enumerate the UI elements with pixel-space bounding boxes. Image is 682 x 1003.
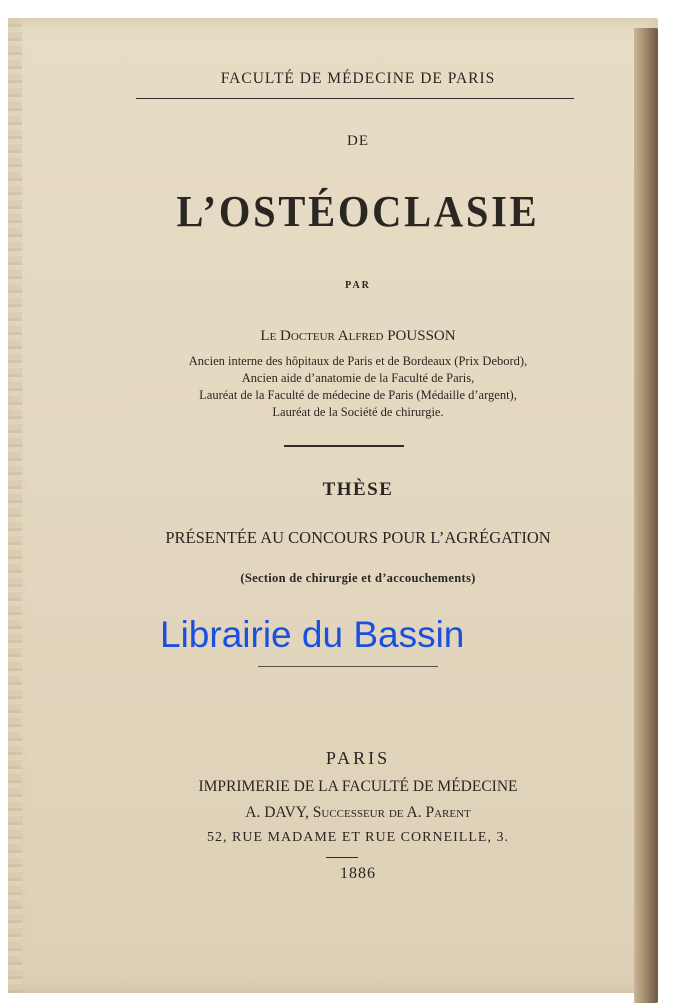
credential-line: Lauréat de la Faculté de médecine de Paris (Médaille d’argent), <box>199 388 517 402</box>
publisher-successor: Successeur de A. Parent <box>312 804 471 821</box>
credential-line: Lauréat de la Société de chirurgie. <box>272 405 444 419</box>
author-surname: POUSSON <box>387 328 456 344</box>
city-line: PARIS <box>325 748 391 768</box>
page-left-edge <box>8 18 22 993</box>
presentee-line: PRÉSENTÉE AU CONCOURS POUR L’AGRÉGATION <box>165 528 551 547</box>
par-label: PAR <box>345 280 371 291</box>
credential-line: Ancien interne des hôpitaux de Paris et de Bordeaux (Prix Debord), <box>188 354 528 368</box>
author-prefix: Le Docteur Alfred <box>260 328 384 344</box>
credential-line: Ancien aide d’anatomie de la Faculté de Paris, <box>241 371 475 385</box>
these-heading: THÈSE <box>322 479 394 500</box>
address-line: 52, RUE MADAME ET RUE CORNEILLE, 3. <box>207 830 509 845</box>
title-prefix: DE <box>347 133 369 149</box>
year-rule <box>326 857 358 858</box>
publication-year: 1886 <box>340 865 376 882</box>
book-page <box>8 18 658 993</box>
author-line <box>128 328 588 345</box>
printer-line: IMPRIMERIE DE LA FACULTÉ DE MÉDECINE <box>198 778 518 795</box>
header-rule <box>136 98 574 99</box>
faculty-header: FACULTÉ DE MÉDECINE DE PARIS <box>220 70 496 87</box>
section-line: (Section de chirurgie et d’accouchements) <box>240 571 476 585</box>
middle-rule <box>284 445 404 447</box>
ornament-rule <box>258 666 438 667</box>
book-spine <box>634 28 658 1003</box>
publisher-name: A. DAVY, <box>245 804 309 821</box>
watermark-text: Librairie du Bassin <box>160 614 465 655</box>
book-title: L’OSTÉOCLASIE <box>176 187 540 236</box>
publisher-line <box>108 804 608 822</box>
